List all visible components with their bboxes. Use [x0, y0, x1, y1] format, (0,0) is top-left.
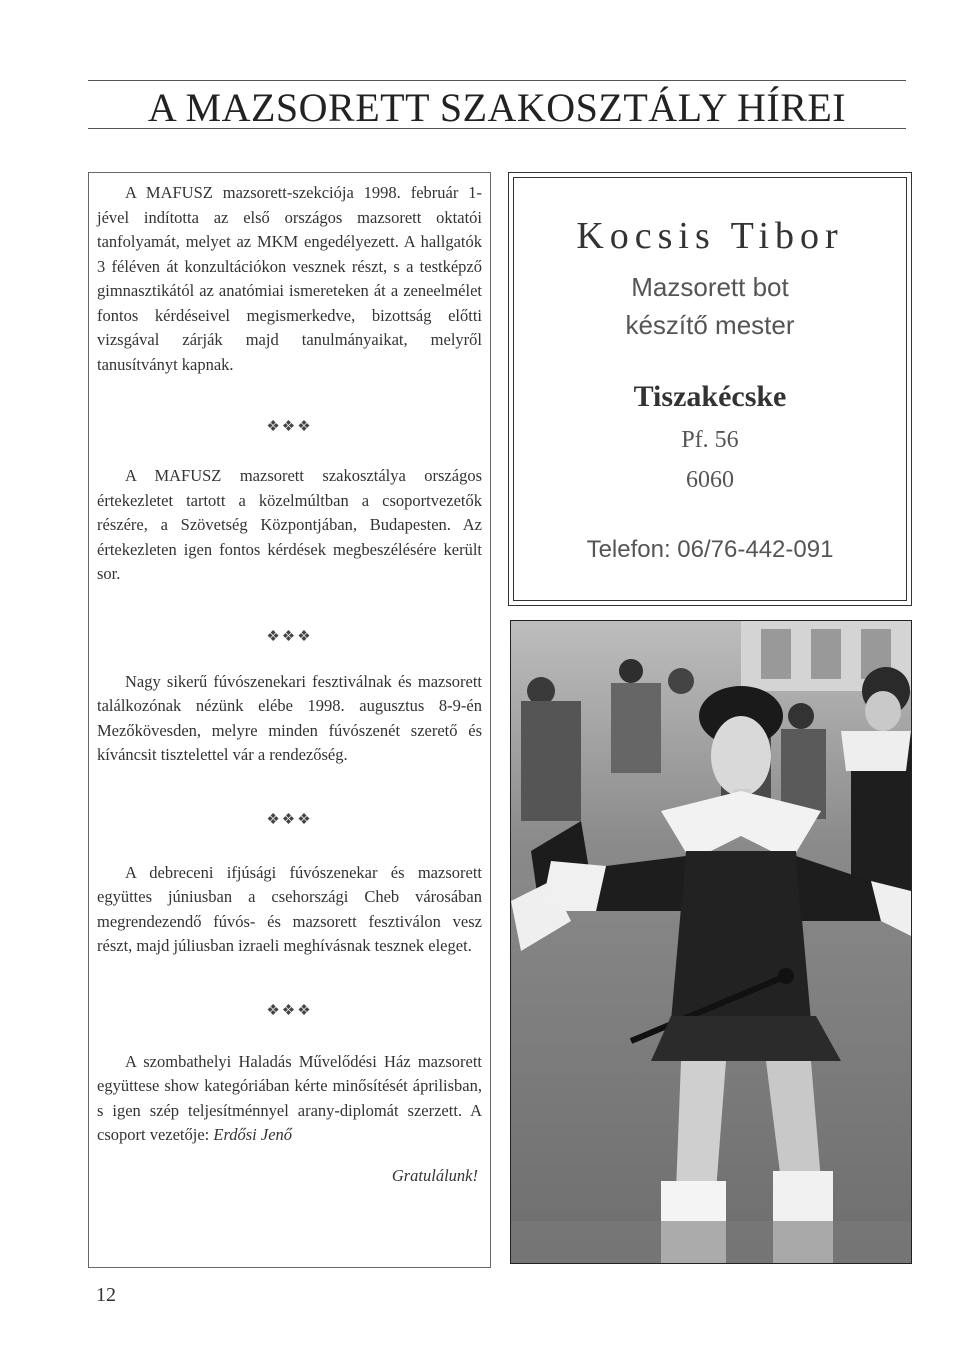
page-title: A MAZSORETT SZAKOSZTÁLY HÍREI	[147, 85, 847, 130]
page-number: 12	[96, 1284, 116, 1306]
separator-2: ❖❖❖	[266, 628, 313, 645]
advert-po-box: Pf. 56	[681, 427, 739, 453]
advert-phone: Telefon: 06/76-442-091	[586, 536, 834, 563]
header-top-rule	[88, 80, 906, 81]
news-column	[88, 172, 491, 1268]
article-1: A MAFUSZ mazsorett-szekciója 1998. február 1-jével indította az első országos mazsorett oktatói tanfolyamát, melyet az MKM engedélyezett. A hallgatók 3 féléven át konzultációkon vesznek részt, s a testképző gimnasztikától az anatómiai ismereteken át a zeneelmélet fontos kérdéseivel megismerkedve, bizottság előtti vizsgával zárják majd tanulmányaikat, melyről tanusítványt kapnak.	[97, 183, 482, 374]
advert-zip: 6060	[686, 467, 734, 493]
advert-name: Kocsis Tibor	[576, 215, 844, 257]
separator-1: ❖❖❖	[266, 419, 313, 435]
advert-city: Tiszakécske	[633, 380, 787, 413]
advert-subtitle-1: Mazsorett bot	[631, 272, 789, 302]
majorette-photo-illustration	[511, 621, 911, 1263]
article-5	[97, 1050, 482, 1148]
separator-4: ❖❖❖	[266, 1002, 313, 1019]
header-bottom-rule	[88, 128, 906, 129]
advert-subtitle-2: készítő mester	[625, 310, 795, 340]
group-leader-name: Erdősi Jenő	[213, 1125, 293, 1144]
closing-congratulation: Gratulálunk!	[391, 1165, 478, 1185]
majorette-photo	[510, 620, 912, 1264]
article-3: Nagy sikerű fúvószenekari fesztiválnak és mazsorett találkozónak nézünk elébe 1998. augusztus 8-9-én Mezőkövesden, melyre minden fúvószenét szerető és kíváncsit tisztelettel vár a rendezőség.	[97, 671, 482, 764]
advertisement-box	[508, 172, 912, 606]
article-5-text: A szombathelyi Haladás Művelődési Ház mazsorett együttese show kategóriában kérte minősítését áprilisban, s igen szép teljesítménnyel arany-diplomát szerzett. A csoport vezetője:	[97, 1051, 482, 1144]
article-2: A MAFUSZ mazsorett szakosztálya országos értekezletet tartott a közelmúltban a csoportvezetők részére, a Szövetség Központjában, Budapesten. Az értekezleten igen fontos kérdések megbeszélésére került sor.	[97, 466, 482, 583]
advertisement-inner-frame	[513, 177, 907, 601]
separator-3: ❖❖❖	[266, 811, 313, 828]
article-4: A debreceni ifjúsági fúvószenekar és mazsorett együttes júniusban a csehországi Cheb városában megrendezendő fúvós- és mazsorett fesztiválon vesz részt, majd júliusban izraeli meghívásnak tesznek eleget.	[97, 862, 482, 955]
